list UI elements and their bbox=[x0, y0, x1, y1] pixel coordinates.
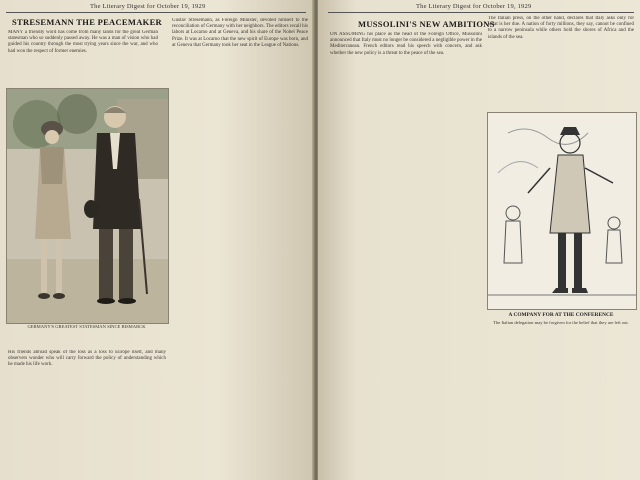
right-column-2-top-text: The Italian press, on the other hand, declares that Italy asks only for what is her due. A nation of forty millions, they say, cannot be confined to a narrow peninsula while others hold the shores of Africa and the islands of the sea. bbox=[488, 16, 634, 40]
left-page bbox=[0, 0, 314, 480]
cartoon-title: A COMPANY FOR AT THE CONFERENCE bbox=[508, 312, 614, 318]
political-cartoon bbox=[487, 112, 637, 310]
left-bottom-text: His friends abroad speak of the loss as a loss to Europe itself, and many observers wonder who will carry forward the policy of understanding which he made his life work. bbox=[8, 350, 166, 368]
cartoon-illustration bbox=[488, 113, 636, 309]
header-rule bbox=[328, 12, 634, 13]
photo-caption: GERMANY'S GREATEST STATESMAN SINCE BISMARCK bbox=[27, 324, 146, 329]
right-page bbox=[318, 0, 640, 480]
left-column-2-text: Gustav Stresemann, as Foreign Minister, devoted himself to the reconciliation of Germany with her neighbors. The editors recall his labors at Locarno and at Geneva, and his share of the Nobel Peace Prize. It was at Locarno that the new spirit of Europe was born, and at Geneva that Germany took her seat in the League of Nations. bbox=[172, 18, 308, 48]
cartoon-caption: The Italian delegation may be forgiven for the belief that they are left out. bbox=[493, 320, 629, 325]
header-rule bbox=[6, 12, 306, 13]
left-article-title: STRESEMANN THE PEACEMAKER bbox=[12, 17, 162, 27]
right-page-header: The Literary Digest for October 19, 1929 bbox=[416, 3, 532, 10]
stresemann-photo bbox=[6, 88, 169, 324]
right-column-2-bottom-text bbox=[488, 338, 634, 476]
right-article-title: MUSSOLINI'S NEW AMBITIONS bbox=[358, 19, 495, 29]
left-intro-text: MANY a friendly word has come from many lands for the great German statesman who so suddenly passed away. He was a man of vision who had guided his country through the most trying years since the war, and who had won the respect of former enemies. bbox=[8, 30, 158, 54]
right-column-1-text: ON ASSUMING his place as the head of the Foreign Office, Mussolini announced that Italy must no longer be considered a negligible power in the Mediterranean. French editors read his speech with concern, and ask whether the new policy is a threat to the peace of the sea. bbox=[330, 32, 482, 56]
photo-illustration bbox=[7, 89, 168, 323]
left-page-header: The Literary Digest for October 19, 1929 bbox=[90, 3, 206, 10]
